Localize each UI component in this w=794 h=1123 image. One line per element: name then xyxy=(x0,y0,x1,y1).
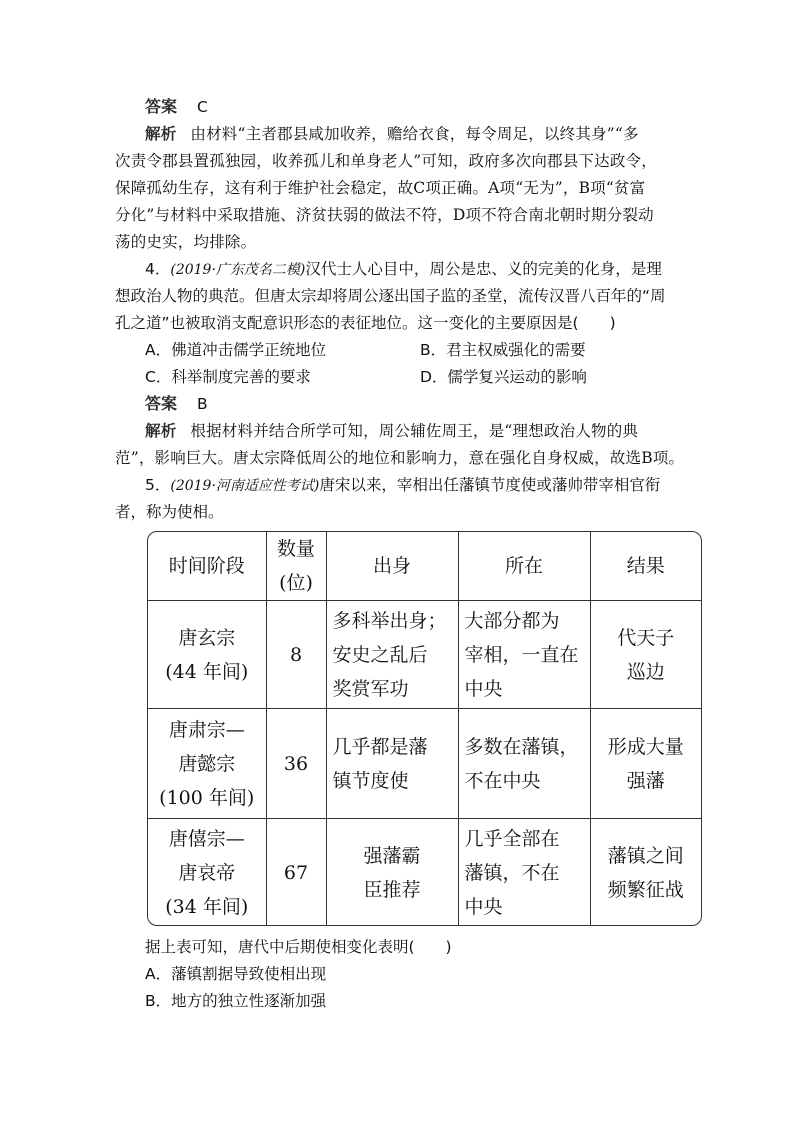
answer-label: 答案 xyxy=(145,394,178,413)
header-period: 时间阶段 xyxy=(148,532,266,601)
q3-analysis-line-3: 保障孤幼生存，这有利于维护社会稳定，故C项正确。A项“无为”，B项“贫富 xyxy=(115,179,646,197)
q5-stem-line-2: 者，称为使相。 xyxy=(115,503,224,521)
q4-stem-line-3: 孔之道”也被取消支配意识形态的表征地位。这一变化的主要原因是( ) xyxy=(115,314,616,332)
q4-source: (2019·广东茂名二模) xyxy=(170,262,306,278)
q3-analysis-line-5: 荡的史实，均排除。 xyxy=(115,233,257,251)
cell-period: 唐僖宗— 唐哀帝 (34 年间) xyxy=(148,819,266,927)
header-location: 所在 xyxy=(458,532,590,601)
q3-answer-line xyxy=(145,97,725,117)
cell-location: 多数在藩镇， 不在中央 xyxy=(458,709,590,819)
analysis-label: 解析 xyxy=(145,125,177,143)
q4-answer-line xyxy=(145,394,725,414)
answer-label: 答案 xyxy=(145,97,178,116)
q4-analysis-line-1: 解析 根据材料并结合所学可知，周公辅佐周王，是“理想政治人物的典 xyxy=(145,422,639,440)
q4-option-a: A．佛道冲击儒学正统地位 xyxy=(145,341,327,359)
q4-option-b: B．君主权威强化的需要 xyxy=(420,341,586,359)
cell-result: 形成大量 强藩 xyxy=(590,709,701,819)
table-row xyxy=(148,601,701,709)
cell-count: 67 xyxy=(266,819,326,927)
q5-stem-line-1: 5．(2019·河南适应性考试)唐宋以来，宰相出任藩镇节度使或藩帅带宰相官衔 xyxy=(145,476,661,494)
table-header-row xyxy=(148,532,701,601)
cell-origin: 强藩霸 臣推荐 xyxy=(326,819,458,927)
q4-stem-line-2: 想政治人物的典范。但唐太宗却将周公逐出国子监的圣堂，流传汉晋八百年的“周 xyxy=(115,287,666,305)
header-result: 结果 xyxy=(590,532,701,601)
cell-count: 8 xyxy=(266,601,326,709)
cell-count: 36 xyxy=(266,709,326,819)
q5-source: (2019·河南适应性考试) xyxy=(170,478,320,494)
q5-question: 据上表可知，唐代中后期使相变化表明( ) xyxy=(145,938,452,956)
cell-result: 藩镇之间 频繁征战 xyxy=(590,819,701,927)
table-row xyxy=(148,709,701,819)
cell-period: 唐玄宗 (44 年间) xyxy=(148,601,266,709)
cell-location: 几乎全部在 藩镇，不在 中央 xyxy=(458,819,590,927)
q5-option-a: A．藩镇割据导致使相出现 xyxy=(145,965,327,983)
header-origin: 出身 xyxy=(326,532,458,601)
cell-origin: 几乎都是藩 镇节度使 xyxy=(326,709,458,819)
q4-stem-line-1: 4．(2019·广东茂名二模)汉代士人心目中，周公是忠、义的完美的化身，是理 xyxy=(145,260,662,278)
cell-origin: 多科举出身； 安史之乱后 奖赏军功 xyxy=(326,601,458,709)
q4-option-c: C．科举制度完善的要求 xyxy=(145,368,311,386)
cell-location: 大部分都为 宰相，一直在 中央 xyxy=(458,601,590,709)
q3-analysis-line-1: 解析 由材料“主者郡县咸加收养，赡给衣食，每令周足，以终其身”“多 xyxy=(145,125,639,143)
q4-analysis-line-2: 范”，影响巨大。唐太宗降低周公的地位和影响力，意在强化自身权威，故选B项。 xyxy=(115,449,685,467)
table-row xyxy=(148,819,701,927)
analysis-label: 解析 xyxy=(145,422,177,440)
q3-analysis-line-2: 次责令郡县置孤独园，收养孤儿和单身老人”可知，政府多次向郡县下达政令， xyxy=(115,152,657,170)
cell-period: 唐肃宗— 唐懿宗 (100 年间) xyxy=(148,709,266,819)
answer-value: C xyxy=(197,98,208,116)
cell-result: 代天子 巡边 xyxy=(590,601,701,709)
q3-analysis-line-4: 分化”与材料中采取措施、济贫扶弱的做法不符，D项不符合南北朝时期分裂动 xyxy=(115,206,654,224)
envoy-minister-table xyxy=(147,531,702,926)
header-count: 数量 (位) xyxy=(266,532,326,601)
q4-option-d: D．儒学复兴运动的影响 xyxy=(420,368,587,386)
answer-value: B xyxy=(197,395,208,413)
q5-option-b: B．地方的独立性逐渐加强 xyxy=(145,992,327,1010)
